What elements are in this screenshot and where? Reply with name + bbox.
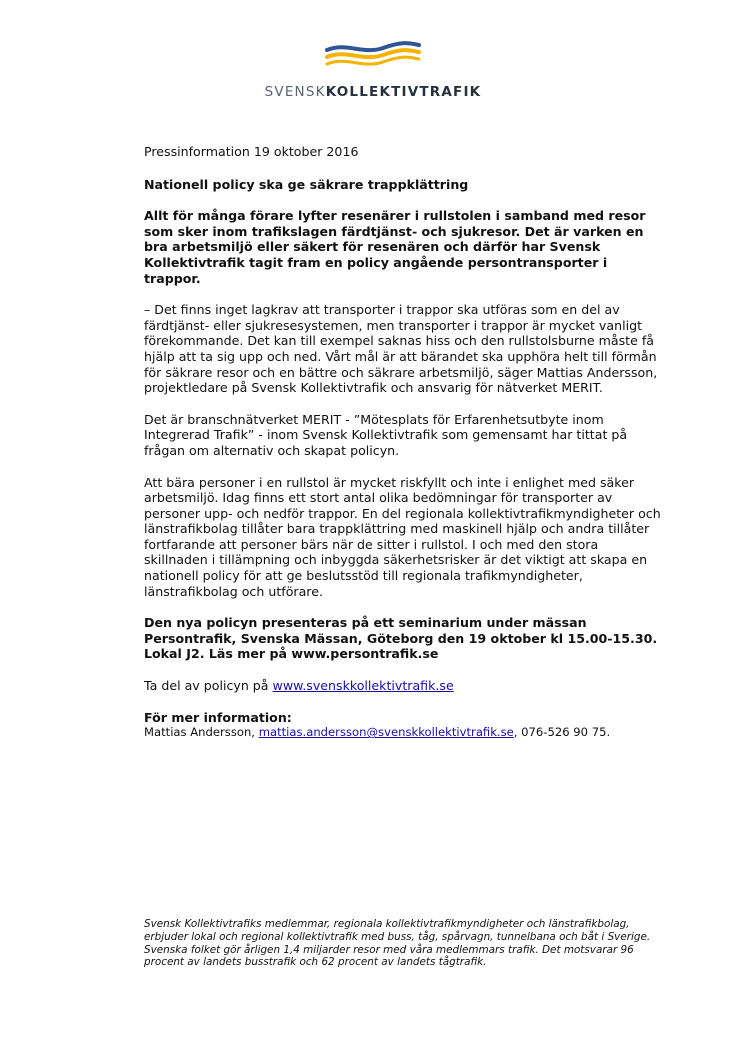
contact-line <box>144 725 664 741</box>
logo-brand-bold: KOLLEKTIVTRAFIK <box>325 84 482 100</box>
contact-name: Mattias Andersson, <box>144 725 259 740</box>
contact-title: För mer information: <box>144 709 292 725</box>
press-release-body <box>144 144 664 757</box>
share-line <box>144 678 664 694</box>
date-line: Pressinformation 19 oktober 2016 <box>144 144 359 159</box>
seminar-paragraph: Den nya policyn presenteras på ett seminarium under mässan Persontrafik, Svenska Mässan, Göteborg den 19 oktober kl 15.00-15.30. Lokal J2. Läs mer på www.persontrafik.se <box>144 615 658 662</box>
logo-waves-icon <box>325 40 421 72</box>
lead-paragraph: Allt för många förare lyfter resenärer i rullstolen i samband med resor som sker inom trafikslagen färdtjänst- och sjukresor. Det är varken en bra arbetsmiljö eller säkert för resenären och därför har Svensk Kollektivtrafik tagit fram en policy angående persontransporter i trappor. <box>144 208 646 286</box>
body-paragraph-2: Det är branschnätverket MERIT - ”Mötesplats för Erfarenhetsutbyte inom Integrerad Trafik” - inom Svensk Kollektivtrafik som gemensamt har tittat på frågan om alternativ och skapat policyn. <box>144 411 628 458</box>
body-paragraph-3: Att bära personer i en rullstol är mycket riskfyllt och inte i enlighet med säker arbetsmiljö. Idag finns ett stort antal olika bedömningar för transporter av personer upp- och nedför trappor. En del regionala kollektivtrafikmyndigheter och länstrafikbolag tillåter bara trappklättring med maskinell hjälp och andra tillåter fortfarande att personer bärs när de sitter i rullstol. I och med den stora skillnaden i tillämpning och inbyggda säkerhetsrisker är det viktigt att skapa en nationell policy för att ge beslutsstöd till regionala trafikmyndigheter, länstrafikbolag och utförare. <box>144 474 661 599</box>
body-paragraph-1: – Det finns inget lagkrav att transporter i trappor ska utföras som en del av färdtjänst- eller sjukresesystemen, men transporter i trappor är mycket vanligt förekommande. Det kan till exempel saknas hiss och den rullstolsburne måste få hjälp att ta sig upp och ned. Vårt mål är att bärandet ska upphöra helt till förmån för säkrare resor och en bättre och säkrare arbetsmiljö, säger Mattias Andersson, projektledare på Svensk Kollektivtrafik och ansvarig för nätverket MERIT. <box>144 302 658 396</box>
policy-link[interactable]: www.svenskkollektivtrafik.se <box>272 678 454 694</box>
headline: Nationell policy ska ge säkrare trappklättring <box>144 176 469 192</box>
contact-email-link[interactable]: mattias.andersson@svenskkollektivtrafik.se <box>258 725 514 740</box>
contact-phone: , 076-526 90 75. <box>513 725 611 740</box>
logo-wordmark <box>0 84 746 100</box>
logo <box>0 40 746 100</box>
logo-brand-light: SVENSK <box>264 84 326 100</box>
share-prefix: Ta del av policyn på <box>144 678 273 694</box>
footer-note: Svensk Kollektivtrafiks medlemmar, regionala kollektivtrafikmyndigheter och länstrafikbolag, erbjuder lokal och regional kollektivtrafik med buss, tåg, spårvagn, tunnelbana och båt i Sverige. Svenska folket gör årligen 1,4 miljarder resor med våra medlemmars trafik. Det motsvarar 96 procent av landets busstrafik och 62 procent av landets tågtrafik. <box>144 918 651 969</box>
